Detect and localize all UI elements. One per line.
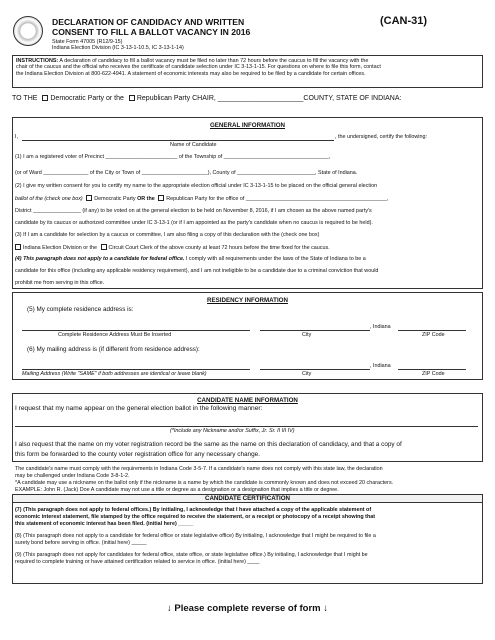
- ballot-name-field[interactable]: [15, 426, 478, 427]
- residence-zip-field[interactable]: [398, 330, 466, 331]
- general-information-title: GENERAL INFORMATION: [209, 122, 286, 129]
- paragraph-1b: (or of Ward _______________ of the City or Town of ______________________), County of __________________________, State of Indiana.: [15, 170, 358, 176]
- or-the-text: OR the: [137, 196, 155, 202]
- down-arrow-icon: ↓: [166, 603, 172, 614]
- paragraph-7b: economic interest statement, file stamped by the office required to receive the statement, or a receipt or photocopy of a receipt showing that: [15, 514, 376, 520]
- residence-city-field[interactable]: [260, 330, 370, 331]
- certification-title: CANDIDATE CERTIFICATION: [204, 495, 290, 502]
- paragraph-4-text: I comply with all requirements under the laws of the State of Indiana to be a: [184, 256, 366, 262]
- paragraph-2a: (2) I give my written consent for you to certify my name to the appropriate election official under IC 3-13-1-15 to be placed on the official general election: [15, 183, 378, 189]
- residence-zip-caption: ZIP Code: [422, 332, 445, 338]
- paragraph-1: (1) I am a registered voter of Precinct ________________________ of the Township of ___________________________________,: [15, 154, 331, 160]
- election-division-checkbox[interactable]: [15, 244, 21, 250]
- addressee-line: [12, 95, 401, 102]
- mailing-address-field[interactable]: [22, 369, 250, 370]
- down-arrow-icon: ↓: [323, 603, 329, 614]
- form-number: State Form 47005 (R12/9-15): [52, 39, 123, 45]
- paragraph-4-bold: (4) This paragraph does not apply to a candidate for federal office.: [15, 256, 185, 262]
- indiana-label-2: , Indiana: [370, 363, 391, 369]
- check-one-box-text: ballot of the (check one box): [15, 196, 83, 202]
- paragraph-7c: this statement of economic interest has been filed. (initial here) _____: [15, 521, 194, 527]
- name-rule-3: *A candidate may use a nickname on the ballot only if the nickname is a name by which the candidate is commonly known and does not exceed 20 characters.: [15, 480, 394, 486]
- certify-text: , the undersigned, certify the following:: [335, 134, 427, 140]
- ballot-republican-label: Republican Party for the office of _______________________________________________,: [166, 196, 389, 202]
- paragraph-3a: (3) If I am a candidate for selection by a caucus or committee, I am also filing a copy of this declaration with the (check one box): [15, 232, 320, 238]
- residence-address-field[interactable]: [22, 330, 250, 331]
- mailing-zip-field[interactable]: [398, 369, 466, 370]
- mailing-address-caption: Mailing Address (Write "SAME" if both addresses are identical or leave blank): [22, 371, 207, 377]
- paragraph-4c: prohibit me from serving in this office.: [15, 280, 105, 286]
- paragraph-2b: [15, 195, 388, 202]
- name-request-text: I request that my name appear on the general election ballot in the following manner:: [15, 405, 263, 412]
- instructions-line1: A declaration of candidacy to fill a ballot vacancy must be filed no later than 72 hours before the caucus to fill the vacancy with the: [58, 58, 369, 64]
- indiana-label-1: , Indiana: [370, 324, 391, 330]
- paragraph-4b: candidate for this office (including any applicable residency requirement), and I am not ineligible to be a candidate due to a criminal conviction that would: [15, 268, 379, 274]
- form-title-line2: CONSENT TO FILL A BALLOT VACANCY IN 2016: [52, 27, 251, 37]
- paragraph-8a: (8) (This paragraph does not apply to a candidate for federal office or state legislative office) By initialing, I acknowledge that I might be required to file a: [15, 533, 376, 539]
- candidate-name-field[interactable]: [22, 140, 334, 141]
- residency-title: RESIDENCY INFORMATION: [207, 297, 288, 304]
- paragraph-8b: surety bond before serving in office. (initial here) _____: [15, 540, 147, 546]
- reverse-notice: [0, 603, 495, 614]
- republican-chair-label: Republican Party CHAIR, ______________________COUNTY, STATE OF INDIANA:: [136, 95, 402, 102]
- name-rule-2: may be challenged under Indiana Code 3-8-1-2.: [15, 473, 130, 479]
- instructions-box: [12, 55, 483, 88]
- mailing-city-field[interactable]: [260, 369, 370, 370]
- paragraph-2c: District ________________ (if any) to be voted on at the general election to be held on November 8, 2016, if I am chosen as the above named party's: [15, 208, 372, 214]
- democratic-checkbox[interactable]: [42, 95, 48, 101]
- form-code: (CAN-31): [380, 15, 428, 27]
- name-of-candidate-caption: Name of Candidate: [170, 142, 217, 148]
- circuit-clerk-label: Circuit Court Clerk of the above county at least 72 hours before the time fixed for the caucus.: [108, 245, 330, 251]
- paragraph-9a: (9) (This paragraph does not apply for candidates for federal office, state office, or state legislative office.) By initialing, I acknowledge that I might be: [15, 552, 368, 558]
- mailing-zip-caption: ZIP Code: [422, 371, 445, 377]
- indiana-state-seal: [13, 16, 43, 46]
- paragraph-7a: (7) (This paragraph does not apply to federal offices.) By initialing, I acknowledge that I have attached a copy of the applicable statement of: [15, 507, 372, 513]
- also-request-line2: this form be forwarded to the county voter registration office for any necessary change.: [15, 451, 260, 458]
- paragraph-9b: required to complete training or have attained certification related to service in office. (initial here) ____: [15, 559, 260, 565]
- also-request-line1: I also request that the name on my voter registration record be the same as the name on this declaration of candidacy, and that a copy of: [15, 441, 402, 448]
- name-rule-1: The candidate's name must comply with the requirements in Indiana Code 3-5-7. If a candidate's name does not comply with this state law, the declaration: [15, 466, 383, 472]
- nickname-caption: (*Include any Nickname and/or Suffix, Jr. Sr. II III IV): [170, 428, 295, 434]
- i-prefix: I,: [15, 134, 18, 140]
- ballot-democratic-label: Democratic Party: [94, 196, 136, 202]
- paragraph-3b: [15, 244, 330, 251]
- democratic-party-label: Democratic Party or the: [50, 95, 124, 102]
- residence-address-caption: Complete Residence Address Must Be Inserted: [58, 332, 172, 338]
- republican-checkbox[interactable]: [129, 95, 135, 101]
- name-information-title: CANDIDATE NAME INFORMATION: [197, 397, 298, 404]
- paragraph-2d: candidate by its caucus or authorized committee under IC 3-13-1 (or if I am appointed as the party's candidate when no caucus is required to be held).: [15, 220, 373, 226]
- instructions-line2: chair of the caucus and the official who receives the certificate of candidate selection under IC 3-13-1-15. For questions on where to file this form, contact: [16, 64, 381, 71]
- name-rule-4: EXAMPLE: John R. (Jack) Doe A candidate may not use a title or degree as a designation or a designation that implies a title or degree.: [15, 487, 339, 493]
- circuit-clerk-checkbox[interactable]: [101, 244, 107, 250]
- general-information-section: [12, 117, 483, 289]
- question-6: (6) My mailing address is (if different from residence address):: [27, 346, 200, 353]
- instructions-label: INSTRUCTIONS:: [16, 58, 59, 64]
- election-division-label: Indiana Election Division or the: [23, 245, 98, 251]
- form-authority: Indiana Election Division (IC 3-13-1-10.5, IC 3-13-1-14): [52, 45, 184, 51]
- reverse-notice-text: Please complete reverse of form: [174, 603, 321, 614]
- residence-city-caption: City: [302, 332, 312, 338]
- paragraph-4a: [15, 256, 366, 262]
- ballot-republican-checkbox[interactable]: [158, 195, 164, 201]
- ballot-democratic-checkbox[interactable]: [86, 195, 92, 201]
- instructions-line3: the Indiana Election Division at 800-622-4941. A statement of economic interests may also be required to be filed by a candidate for certain offices.: [16, 70, 366, 77]
- question-5: (5) My complete residence address is:: [27, 306, 134, 313]
- to-the-label: TO THE: [12, 95, 38, 102]
- form-title-line1: DECLARATION OF CANDIDACY AND WRITTEN: [52, 17, 245, 27]
- mailing-city-caption: City: [302, 371, 312, 377]
